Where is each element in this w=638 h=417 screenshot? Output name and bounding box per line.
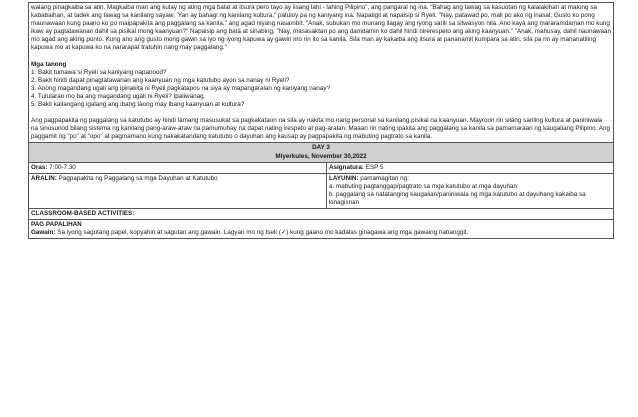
layunin-item-b: b. paggalang sa natatanging kaugalian/paniniwala ng mga katutubo at dayuhang kakaiba sa kinagisnan bbox=[329, 190, 586, 206]
aralin-row bbox=[29, 173, 614, 208]
gawain-text: Sa iyong sagutang papel, kopyahin at sagutan ang gawain. Lagyan mo ng tsek (✓) kung gaano mo kadalas ginagawa ang mga gawaing nabanggit. bbox=[57, 229, 469, 237]
asignatura-label: Asignatura: bbox=[329, 163, 364, 171]
day-date: Miyerkules, November 30,2022 bbox=[275, 152, 367, 160]
question-item: 5. Bakit kailangang igalang ang ibang tàong may ibang kaanyuan at kultura? bbox=[31, 101, 245, 109]
question-item: 4. Tutularan mo ba ang magandang ugali ni Ryeli? Ipaliwanag. bbox=[31, 92, 206, 100]
question-item: 2. Bakit hindi dapat pinagtatawanan ang kaanyuan ng mga katutubo ayon sa nanay ni Ryeli? bbox=[31, 76, 290, 84]
asignatura-cell bbox=[327, 162, 614, 173]
day-header bbox=[29, 143, 614, 162]
aralin-label: ARALIN: bbox=[31, 174, 57, 182]
aralin-value: Pagpapakita ng Paggalang sa mga Dayuhan at Katutubo bbox=[58, 174, 218, 182]
gawain-line bbox=[31, 229, 611, 237]
day-title: DAY 3 bbox=[312, 144, 330, 152]
classroom-row bbox=[29, 209, 614, 220]
question-item: 1. Bakit tumawa si Ryeli sa kaniyang napanood? bbox=[31, 68, 167, 76]
questions-title: Mga tanong bbox=[31, 60, 67, 68]
layunin-intro: pamamagitan ng: bbox=[360, 174, 409, 182]
lesson-page bbox=[28, 2, 613, 239]
story-row bbox=[29, 3, 614, 143]
oras-cell bbox=[29, 162, 327, 173]
question-item: 3. Anong magandang ugali ang ipinakita ni Ryeli pagkatapos na siya ay mapangaralan ng kaniyang nanay? bbox=[31, 84, 330, 92]
pag-papalihan-heading: PAG PAPALIHAN bbox=[31, 221, 82, 229]
aralin-cell bbox=[29, 173, 327, 208]
questions-list bbox=[31, 69, 611, 109]
day-header-row bbox=[29, 143, 614, 162]
asignatura-value: ESP 5 bbox=[365, 163, 384, 171]
layunin-label: LAYUNIN: bbox=[329, 174, 359, 182]
gawain-label: Gawain: bbox=[31, 229, 56, 237]
layunin-item-a: a. mabuting pagtanggap/pagtrato sa mga katutubo at mga dayuhan bbox=[329, 182, 517, 190]
respect-paragraph: Ang pagpapakita ng paggalang sa katutubo ay hindi lámang masusukat sa pagkakataon na sila ay nakita mo nang personal sa kanilang pisikal na kaanyuan. Mayroon rin siláng sariling kultura at paniniwala na sinusunod bilang sistema ng kanilang pang-araw-araw na pamumuhay na dapat nating irespeto at pag-aralan. Maaari rin nating ipakita ang paggalang sa kanila sa pamamaraan ng kaugaliang Pilipino. Ang paggamit ng "po" at "opo" at pagmamano kung nakakatandang katutubo o dayuhan ang kausap ay pagpapakita ng mabuting pagtrato sa kanila. bbox=[31, 117, 610, 141]
pag-papalihan-cell bbox=[29, 220, 614, 239]
lesson-plan-table bbox=[28, 2, 614, 239]
story-paragraph: walang pinagkaiba sa atin. Magkaiba man ang kulay ng ating mga balat at itsura pero tayo ay iisang lahi - lahing Pilipino", ang pangaral ng ina. "Bahag ang tawag sa kasuotan ng kalalakihan at malong sa kababaihan, at tadek ang tawag sa kanilang sayaw. 'Yan ay bahagi ng kanilang kultura," patuloy pa ng kaniyang ina. Napatigil at napaisip si Ryeli. "Nay, patawad po, mali po ako ng inasal. Gusto ko pong maunawaan kung paano ko po maipapakita ang paggalang sa kanila," ang agad niyang nasambit. "Anak, subukan mo munang ilagay ang iyong sarili sa sitwasyon nila. Ano kayâ ang mararamdaman mo kung ikaw ay pagtatawanan dahil sa pisikal mong kaanyuan?" Napaisip ang batà at sinabing, "Nay, masasaktan po ang damdamin ko dahil hindi nirerespeto ang aking kaanyuan." "Anak, mahusay, dahil naunawaan mo agad ang aking punto. Kung ano ang gusto mong gawin sa iyo ng iyong kapuwa ay gawin mo rin ito sa kanila. Sila man ay kakaiba ang itsura at pananamit kumpara sa atin, sila pa rin ay mananatiling kapuwa mo at kapuwa ko na nararapat tratuhin nang may paggalang." bbox=[31, 4, 611, 52]
oras-value: 7:00-7:30 bbox=[49, 163, 76, 171]
schedule-row bbox=[29, 162, 614, 173]
pag-papalihan-row bbox=[29, 220, 614, 239]
oras-label: Oras: bbox=[31, 163, 48, 171]
layunin-cell bbox=[327, 173, 614, 208]
classroom-heading: CLASSROOM-BASED ACTIVITIES: bbox=[29, 209, 614, 220]
story-cell bbox=[29, 3, 614, 143]
